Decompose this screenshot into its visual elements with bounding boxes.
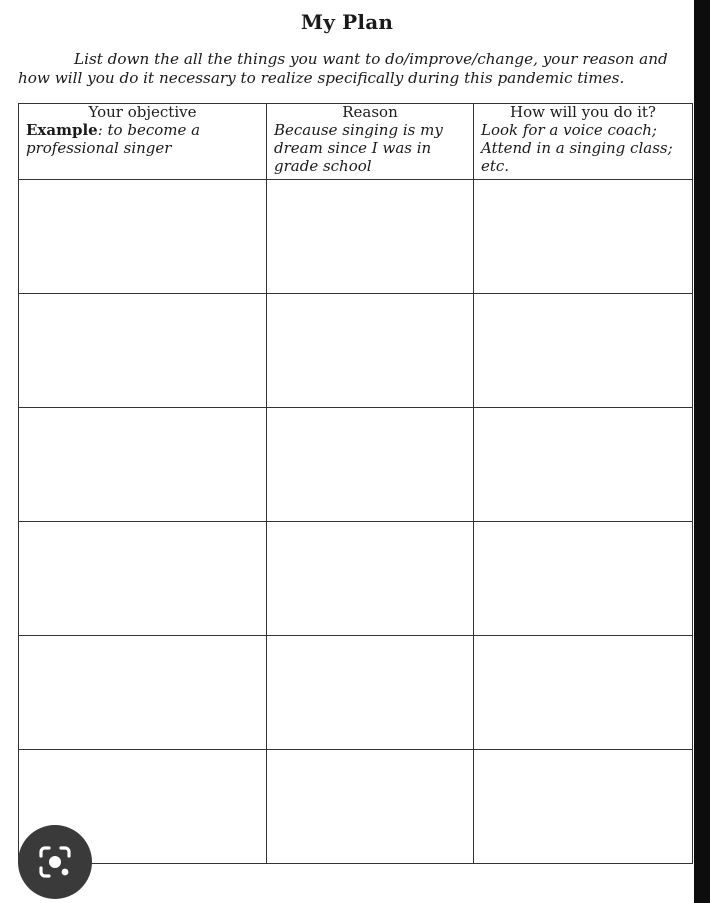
how-cell[interactable] <box>474 408 693 522</box>
reason-cell[interactable] <box>267 180 474 294</box>
example-reason-cell: Because singing is my dream since I was in grade school <box>267 120 474 180</box>
objective-cell[interactable] <box>19 522 267 636</box>
instructions-line-1: List down the all the things you want to do/improve/change, your reason and <box>74 50 668 68</box>
reason-cell[interactable] <box>267 750 474 864</box>
header-reason: Reason <box>267 104 474 121</box>
camera-search-icon <box>35 842 75 882</box>
objective-cell[interactable] <box>19 636 267 750</box>
table-header-row <box>19 104 693 121</box>
plan-table <box>18 103 693 864</box>
example-objective-cell <box>19 120 267 180</box>
instructions-line-2: how will you do it necessary to realize specifically during this pandemic times. <box>18 69 625 87</box>
how-cell[interactable] <box>474 294 693 408</box>
header-how: How will you do it? <box>474 104 693 121</box>
objective-cell[interactable] <box>19 294 267 408</box>
reason-cell[interactable] <box>267 522 474 636</box>
page-title: My Plan <box>300 10 394 34</box>
objective-cell[interactable] <box>19 408 267 522</box>
table-row <box>19 294 693 408</box>
example-label: Example <box>26 121 98 139</box>
table-row <box>19 180 693 294</box>
reason-cell[interactable] <box>267 636 474 750</box>
how-cell[interactable] <box>474 522 693 636</box>
table-row <box>19 522 693 636</box>
reason-cell[interactable] <box>267 408 474 522</box>
how-cell[interactable] <box>474 180 693 294</box>
how-cell[interactable] <box>474 636 693 750</box>
header-objective: Your objective <box>19 104 267 121</box>
how-cell[interactable] <box>474 750 693 864</box>
lens-search-button[interactable] <box>18 825 92 899</box>
reason-cell[interactable] <box>267 294 474 408</box>
example-how-cell: Look for a voice coach; Attend in a singing class; etc. <box>474 120 693 180</box>
table-row <box>19 636 693 750</box>
example-objective-text: : to become a professional singer <box>26 121 201 157</box>
instructions <box>20 50 688 88</box>
table-row <box>19 408 693 522</box>
table-row <box>19 750 693 864</box>
example-row <box>19 120 693 180</box>
objective-cell[interactable] <box>19 180 267 294</box>
